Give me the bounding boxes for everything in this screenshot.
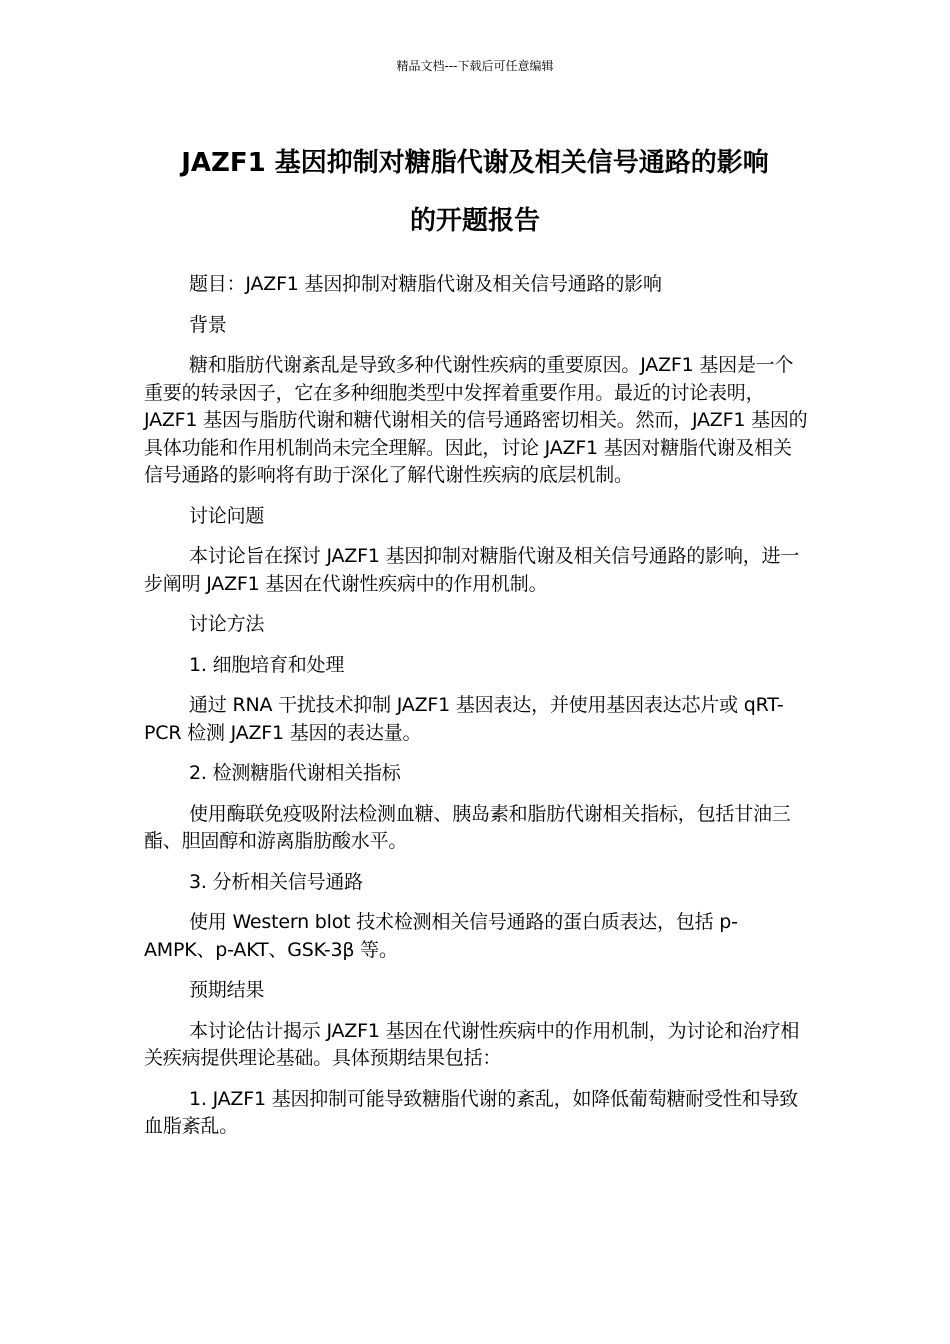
title-line-1: JAZF1 基因抑制对糖脂代谢及相关信号通路的影响	[181, 148, 769, 178]
question-paragraph: 本讨论旨在探讨 JAZF1 基因抑制对糖脂代谢及相关信号通路的影响，进一步阐明 JAZF1 基因在代谢性疾病中的作用机制。	[144, 545, 800, 595]
method-1-heading: 1. 细胞培育和处理	[189, 653, 345, 676]
method-3-heading: 3. 分析相关信号通路	[189, 870, 363, 893]
section-heading-expected-results: 预期结果	[189, 979, 265, 1001]
document-title	[120, 134, 830, 250]
background-paragraph: 糖和脂肪代谢紊乱是导致多种代谢性疾病的重要原因。JAZF1 基因是一个重要的转录因子，它在多种细胞类型中发挥着重要作用。最近的讨论表明，JAZF1 基因与脂肪代谢和糖代谢相关的信号通路密切相关。然而，JAZF1 基因的具体功能和作用机制尚未完全理解。因此，讨论 JAZF1 基因对糖脂代谢及相关信号通路的影响将有助于深化了解代谢性疾病的底层机制。	[144, 354, 808, 486]
expected-results-paragraph: 本讨论估计揭示 JAZF1 基因在代谢性疾病中的作用机制，为讨论和治疗相关疾病提供理论基础。具体预期结果包括：	[144, 1019, 800, 1069]
topic-line: 题目：JAZF1 基因抑制对糖脂代谢及相关信号通路的影响	[189, 273, 662, 295]
method-3-paragraph: 使用 Western blot 技术检测相关信号通路的蛋白质表达，包括 p-AMPK、p-AKT、GSK-3β 等。	[144, 911, 738, 961]
title-line-2: 的开题报告	[409, 206, 540, 236]
method-1-paragraph: 通过 RNA 干扰技术抑制 JAZF1 基因表达，并使用基因表达芯片或 qRT-PCR 检测 JAZF1 基因的表达量。	[144, 694, 784, 744]
section-heading-question: 讨论问题	[189, 504, 265, 527]
section-heading-background: 背景	[189, 313, 227, 336]
method-2-paragraph: 使用酶联免疫吸附法检测血糖、胰岛素和脂肪代谢相关指标，包括甘油三酯、胆固醇和游离脂肪酸水平。	[144, 802, 791, 852]
section-heading-methods: 讨论方法	[189, 613, 265, 635]
method-2-heading: 2. 检测糖脂代谢相关指标	[189, 762, 401, 784]
document-body	[144, 271, 808, 1154]
header-note: 精品文档---下载后可任意编辑	[396, 59, 554, 73]
expected-result-1: 1. JAZF1 基因抑制可能导致糖脂代谢的紊乱，如降低葡萄糖耐受性和导致血脂紊乱。	[144, 1087, 799, 1137]
